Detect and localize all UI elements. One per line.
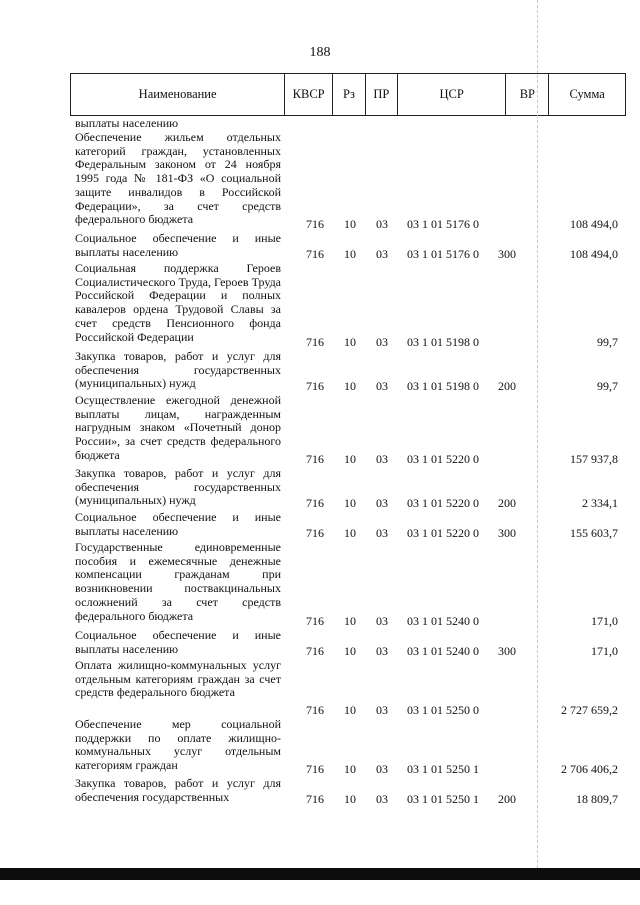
row-vr: 200 [498, 792, 516, 807]
row-csr: 03 1 01 5220 0 [407, 452, 479, 467]
row-rz: 10 [344, 379, 356, 394]
row-csr: 03 1 01 5250 0 [407, 703, 479, 718]
row-sum: 108 494,0 [570, 217, 618, 232]
row-name: Обеспечение мер социальной поддержки по оплате жилищно-коммунальных услуг отдельным категориям граждан [75, 717, 281, 773]
table-row [0, 232, 640, 262]
row-kvsr: 716 [306, 452, 324, 467]
row-csr: 03 1 01 5220 0 [407, 526, 479, 541]
row-vr: 200 [498, 379, 516, 394]
header-csr: ЦСР [398, 74, 507, 115]
row-name: Оплата жилищно-коммунальных услуг отдельным категориям граждан за счет средств федерального бюджета [75, 658, 281, 700]
row-vr: 200 [498, 496, 516, 511]
row-rz: 10 [344, 335, 356, 350]
table-body [0, 117, 640, 807]
row-csr: 03 1 01 5250 1 [407, 762, 479, 777]
row-sum: 155 603,7 [570, 526, 618, 541]
row-name: Социальная поддержка Героев Социалистического Труда, Героев Труда Российской Федерации и полных кавалеров ордена Трудовой Славы за счет средств Пенсионного фонда Российской Федерации [75, 261, 281, 344]
row-sum: 108 494,0 [570, 247, 618, 262]
row-name: Социальное обеспечение и иные выплаты населению [75, 628, 281, 656]
row-pr: 03 [376, 496, 388, 511]
row-kvsr: 716 [306, 247, 324, 262]
row-vr: 300 [498, 526, 516, 541]
row-rz: 10 [344, 762, 356, 777]
row-rz: 10 [344, 496, 356, 511]
header-rz: Рз [333, 74, 366, 115]
row-name: Государственные единовременные пособия и ежемесячные денежные компенсации гражданам при возникновении поствакцинальных осложнений за счет средств федерального бюджета [75, 540, 281, 623]
row-kvsr: 716 [306, 792, 324, 807]
row-kvsr: 716 [306, 335, 324, 350]
row-rz: 10 [344, 217, 356, 232]
row-kvsr: 716 [306, 496, 324, 511]
row-vr: 300 [498, 644, 516, 659]
table-row [0, 541, 640, 629]
row-csr: 03 1 01 5240 0 [407, 644, 479, 659]
row-vr: 300 [498, 247, 516, 262]
row-name: Социальное обеспечение и иные выплаты населению [75, 510, 281, 538]
row-kvsr: 716 [306, 644, 324, 659]
row-csr: 03 1 01 5220 0 [407, 496, 479, 511]
table-row [0, 117, 640, 131]
row-pr: 03 [376, 762, 388, 777]
row-sum: 171,0 [591, 644, 618, 659]
row-pr: 03 [376, 217, 388, 232]
table-row [0, 629, 640, 659]
row-pr: 03 [376, 379, 388, 394]
table-row [0, 718, 640, 777]
row-pr: 03 [376, 792, 388, 807]
row-sum: 2 334,1 [582, 496, 618, 511]
header-kvsr: КВСР [285, 74, 333, 115]
row-kvsr: 716 [306, 379, 324, 394]
row-sum: 171,0 [591, 614, 618, 629]
row-pr: 03 [376, 247, 388, 262]
table-row [0, 467, 640, 511]
row-pr: 03 [376, 703, 388, 718]
row-rz: 10 [344, 703, 356, 718]
row-name: Социальное обеспечение и иные выплаты населению [75, 231, 281, 259]
header-name: Наименование [71, 74, 285, 115]
row-rz: 10 [344, 644, 356, 659]
row-kvsr: 716 [306, 762, 324, 777]
row-sum: 99,7 [597, 379, 618, 394]
table-row [0, 394, 640, 467]
row-rz: 10 [344, 247, 356, 262]
row-name: выплаты населению [75, 116, 179, 130]
row-csr: 03 1 01 5198 0 [407, 379, 479, 394]
row-sum: 157 937,8 [570, 452, 618, 467]
header-sum: Сумма [569, 87, 605, 101]
table-row [0, 131, 640, 232]
row-rz: 10 [344, 792, 356, 807]
row-sum: 2 727 659,2 [561, 703, 618, 718]
row-name: Обеспечение жильем отдельных категорий граждан, установленных Федеральным законом от 24 ноября 1995 года № 181-ФЗ «О социальной защите инвалидов в Российской Федерации», за счет средств федерального бюджета [75, 130, 281, 227]
row-rz: 10 [344, 452, 356, 467]
row-kvsr: 716 [306, 217, 324, 232]
row-rz: 10 [344, 614, 356, 629]
row-csr: 03 1 01 5250 1 [407, 792, 479, 807]
row-sum: 2 706 406,2 [561, 762, 618, 777]
row-kvsr: 716 [306, 614, 324, 629]
row-kvsr: 716 [306, 703, 324, 718]
scan-bottom-band [0, 868, 640, 880]
row-pr: 03 [376, 614, 388, 629]
table-header [70, 73, 626, 116]
table-row [0, 511, 640, 541]
row-rz: 10 [344, 526, 356, 541]
row-pr: 03 [376, 335, 388, 350]
header-vr: ВР [506, 74, 549, 115]
row-pr: 03 [376, 526, 388, 541]
table-row [0, 777, 640, 807]
row-sum: 99,7 [597, 335, 618, 350]
row-name: Осуществление ежегодной денежной выплаты лицам, награжденным нагрудным знаком «Почетный донор России», за счет средств федерального бюджета [75, 393, 281, 462]
page-number: 188 [309, 45, 331, 60]
table-row [0, 659, 640, 718]
row-name: Закупка товаров, работ и услуг для обеспечения государственных [75, 776, 281, 804]
row-pr: 03 [376, 452, 388, 467]
row-csr: 03 1 01 5176 0 [407, 247, 479, 262]
row-name: Закупка товаров, работ и услуг для обеспечения государственных (муниципальных) нужд [75, 349, 281, 391]
row-sum: 18 809,7 [576, 792, 618, 807]
row-kvsr: 716 [306, 526, 324, 541]
row-csr: 03 1 01 5240 0 [407, 614, 479, 629]
scan-edge-line [537, 0, 538, 868]
row-name: Закупка товаров, работ и услуг для обеспечения государственных (муниципальных) нужд [75, 466, 281, 508]
table-row [0, 262, 640, 350]
row-pr: 03 [376, 644, 388, 659]
row-csr: 03 1 01 5198 0 [407, 335, 479, 350]
row-csr: 03 1 01 5176 0 [407, 217, 479, 232]
table-row [0, 350, 640, 394]
header-pr: ПР [366, 74, 398, 115]
